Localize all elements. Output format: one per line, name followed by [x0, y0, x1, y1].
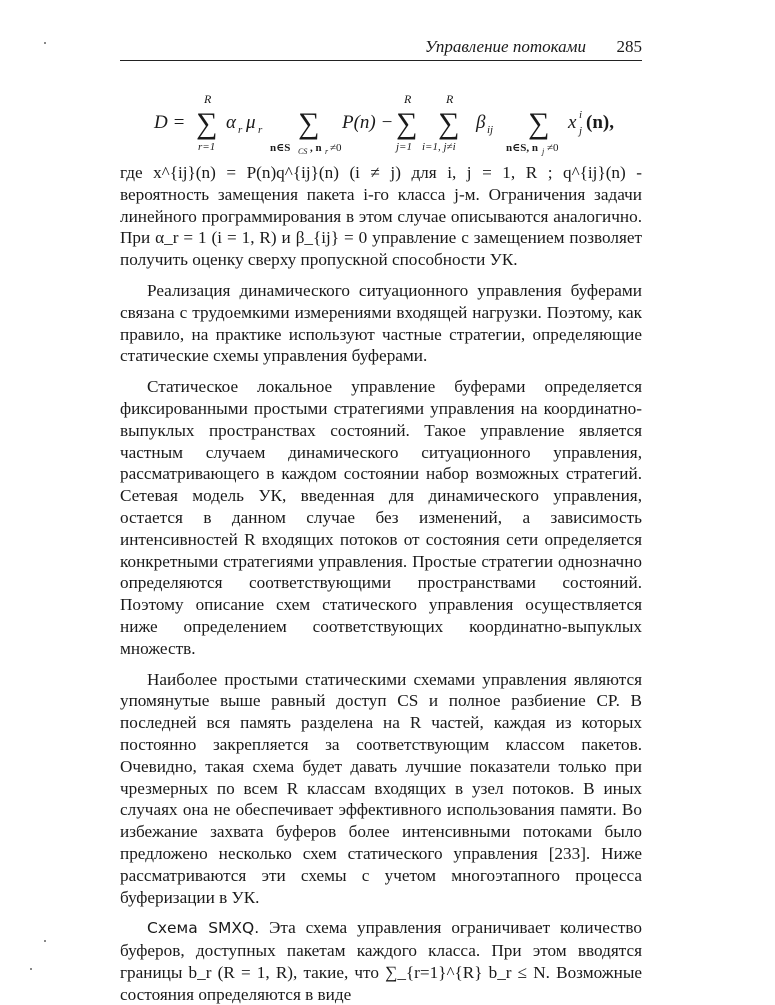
formula-sum4-lower: i=1, j≠i	[422, 141, 456, 153]
formula-x-sup: i	[579, 109, 583, 121]
formula-sum5-lower-end: ≠0	[547, 142, 559, 154]
formula-sum1-sigma: ∑	[196, 107, 218, 140]
display-formula	[120, 88, 642, 158]
scan-speck	[44, 42, 46, 44]
formula-sum1-upper: R	[204, 92, 212, 106]
formula-sum3-lower: j=1	[396, 141, 412, 153]
formula-beta-sub: ij	[487, 124, 494, 136]
paragraph-1: Реализация динамического ситуационного управления буферами связана с трудоемкими измерениями входящей нагрузки. Поэтому, как правило, на практике используют частные стратегии, определяющие статические схемы управления буферами.	[120, 280, 642, 366]
formula-sum2-lower: n∈S	[270, 142, 291, 154]
page-number: 285	[616, 37, 642, 56]
formula-sum1-lower: r=1	[198, 141, 216, 153]
scheme-name: Схема SMXQ.	[147, 919, 260, 938]
formula-alpha-sub: r	[238, 124, 243, 136]
formula-sum4-sigma: ∑	[438, 107, 460, 140]
formula-mu-sub: r	[258, 124, 263, 136]
formula-sum5-lower-sub: j	[542, 147, 545, 156]
formula-sum5-lower: n∈S, n	[506, 142, 538, 154]
formula-lhs: D =	[154, 112, 186, 133]
paragraph-0: где x^{ij}(n) = P(n)q^{ij}(n) (i ≠ j) для i, j = 1, R ; q^{ij}(n) - вероятность замещения пакета i-го класса j-м. Ограничения задачи линейного программирования в этом случае описываются аналогично. При α_r = 1 (i = 1, R) и β_{ij} = 0 управление с замещением позволяет получить оценку сверху пропускной способности УК.	[120, 163, 642, 270]
paragraph-2: Статическое локальное управление буферами определяется фиксированными простыми стратегиями управления на координатно-выпуклых пространствах состояний. Такое управление является частным случаем динамического ситуационного управления, рассматривающего в каждом состоянии набор возможных стратегий. Сетевая модель УК, введенная для динамического управления, остается в данном случае без изменений, а зависимость интенсивностей R входящих потоков от состояния сети определяется конкретными стратегиями управления. Простые стратегии однозначно определяются соответствующими пространствами состояний. Поэтому описание схем статического управления осуществляется ниже определением соответствующих координатно-выпуклых множеств.	[120, 377, 642, 658]
formula-beta: β	[476, 112, 486, 133]
running-title: Управление потоками	[424, 37, 586, 56]
formula-sum2-lower-end: ≠0	[330, 142, 342, 154]
formula-sum4-upper: R	[446, 92, 454, 106]
scan-speck	[30, 968, 32, 970]
formula-sum2-lower-sub: CS	[298, 147, 308, 156]
formula-sum3-upper: R	[404, 92, 412, 106]
formula-x-sub: j	[579, 125, 583, 137]
formula-sum3-sigma: ∑	[396, 107, 418, 140]
formula-P-of-n: P(n) −	[342, 112, 394, 133]
body-text	[120, 162, 642, 1005]
paragraph-4	[120, 917, 642, 1005]
formula-x-arg: (n),	[586, 112, 614, 133]
formula-sum5-sigma: ∑	[528, 107, 550, 140]
formula-sum2-lower-tail-sub: r	[325, 147, 329, 156]
paragraph-4-text: Эта схема управления ограничивает количество буферов, доступных пакетам каждого класса. При этом вводятся границы b_r (R = 1, R), такие, что ∑_{r=1}^{R} b_r ≤ N. Возможные состояния определяются в виде	[120, 918, 642, 1004]
formula-alpha: α	[226, 112, 236, 133]
formula-sum2-sigma: ∑	[298, 107, 320, 140]
paragraph-3: Наиболее простыми статическими схемами управления являются упомянутые выше равный доступ CS и полное разбиение CP. В последней вся память разделена на R частей, каждая из которых постоянно закрепляется за соответствующим классом пакетов. Очевидно, такая схема будет давать лучшие показатели только при чрезмерных по всем R классам входящих в узел потоков. В иных случаях она не обеспечивает эффективного использования памяти. Во избежание захвата буферов более интенсивными потоками было предложено несколько схем статического управления [233]. Ниже рассматриваются эти схемы с учетом многоэтапного процесса буферизации в УК.	[120, 669, 642, 907]
formula-x: x	[568, 112, 577, 133]
formula-mu: μ	[246, 112, 256, 133]
page-header	[120, 36, 642, 61]
formula-sum2-lower-tail: , n	[310, 142, 322, 154]
scan-speck	[44, 940, 46, 942]
